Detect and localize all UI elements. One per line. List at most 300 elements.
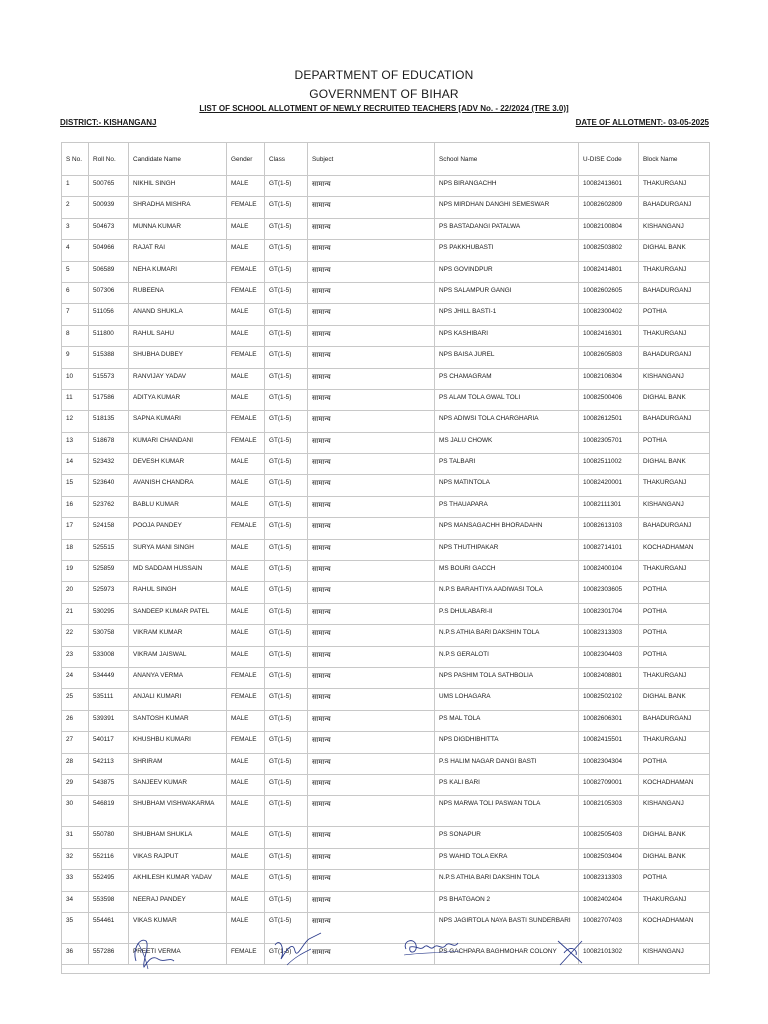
table-row xyxy=(62,870,710,891)
cell-roll-no: 500765 xyxy=(89,176,129,197)
cell-gender: MALE xyxy=(227,454,265,475)
cell-candidate-name: SANTOSH KUMAR xyxy=(129,710,227,731)
cell-class: GT(1-5) xyxy=(265,218,308,239)
cell-block-name: KOCHADHAMAN xyxy=(639,912,710,943)
cell-roll-no: 546819 xyxy=(89,796,129,827)
cell-udise-code: 10082106304 xyxy=(579,368,639,389)
cell-udise-code: 10082420001 xyxy=(579,475,639,496)
cell-subject: सामान्य xyxy=(308,827,435,848)
cell-roll-no: 511056 xyxy=(89,304,129,325)
cell-udise-code: 10082304304 xyxy=(579,753,639,774)
cell-class: GT(1-5) xyxy=(265,432,308,453)
cell-s-no: 31 xyxy=(62,827,89,848)
cell-roll-no: 535111 xyxy=(89,689,129,710)
cell-candidate-name: SANDEEP KUMAR PATEL xyxy=(129,603,227,624)
cell-class: GT(1-5) xyxy=(265,411,308,432)
cell-block-name: POTHIA xyxy=(639,753,710,774)
cell-udise-code: 10082413601 xyxy=(579,176,639,197)
cell-roll-no: 530295 xyxy=(89,603,129,624)
cell-subject: सामान्य xyxy=(308,218,435,239)
cell-block-name: POTHIA xyxy=(639,582,710,603)
table-row xyxy=(62,282,710,303)
cell-udise-code: 10082612501 xyxy=(579,411,639,432)
table-row xyxy=(62,496,710,517)
cell-roll-no: 523762 xyxy=(89,496,129,517)
cell-school-name: NPS BAISA JUREL xyxy=(435,347,579,368)
cell-roll-no: 518678 xyxy=(89,432,129,453)
cell-gender: MALE xyxy=(227,304,265,325)
cell-roll-no: 504966 xyxy=(89,240,129,261)
cell-candidate-name: SHRADHA MISHRA xyxy=(129,197,227,218)
table-row xyxy=(62,603,710,624)
cell-subject: सामान्य xyxy=(308,197,435,218)
table-row xyxy=(62,411,710,432)
cell-roll-no: 525973 xyxy=(89,582,129,603)
cell-roll-no: 518135 xyxy=(89,411,129,432)
cell-school-name: NPS PASHIM TOLA SATHBOLIA xyxy=(435,667,579,688)
cell-school-name: NPS ADIWSI TOLA CHARGHARIA xyxy=(435,411,579,432)
cell-class: GT(1-5) xyxy=(265,870,308,891)
cell-candidate-name: ANJALI KUMARI xyxy=(129,689,227,710)
cell-school-name: N.P.S ATHIA BARI DAKSHIN TOLA xyxy=(435,870,579,891)
cell-udise-code: 10082709001 xyxy=(579,774,639,795)
cell-roll-no: 515573 xyxy=(89,368,129,389)
cell-class: GT(1-5) xyxy=(265,689,308,710)
cell-school-name: NPS GOVINDPUR xyxy=(435,261,579,282)
cell-s-no: 25 xyxy=(62,689,89,710)
cell-subject: सामान्य xyxy=(308,411,435,432)
cell-s-no: 11 xyxy=(62,389,89,410)
cell-school-name: NPS MARWA TOLI PASWAN TOLA xyxy=(435,796,579,827)
cell-block-name: THAKURGANJ xyxy=(639,475,710,496)
cell-udise-code: 10082303605 xyxy=(579,582,639,603)
table-row xyxy=(62,389,710,410)
cell-gender: MALE xyxy=(227,561,265,582)
cell-subject: सामान्य xyxy=(308,943,435,964)
cell-subject: सामान्य xyxy=(308,912,435,943)
cell-block-name: DIGHAL BANK xyxy=(639,389,710,410)
cell-candidate-name: KHUSHBU KUMARI xyxy=(129,732,227,753)
column-header-udise-code: U-DISE Code xyxy=(579,143,639,176)
cell-gender: FEMALE xyxy=(227,282,265,303)
table-row xyxy=(62,304,710,325)
department-heading: DEPARTMENT OF EDUCATION xyxy=(294,68,474,82)
cell-school-name: PS WAHID TOLA EKRA xyxy=(435,848,579,869)
table-row xyxy=(62,796,710,827)
cell-roll-no: 524158 xyxy=(89,518,129,539)
cell-roll-no: 533008 xyxy=(89,646,129,667)
table-row xyxy=(62,325,710,346)
cell-roll-no: 525859 xyxy=(89,561,129,582)
cell-roll-no: 515388 xyxy=(89,347,129,368)
cell-roll-no: 517586 xyxy=(89,389,129,410)
cell-subject: सामान्य xyxy=(308,625,435,646)
cell-gender: MALE xyxy=(227,891,265,912)
cell-gender: MALE xyxy=(227,625,265,646)
table-row xyxy=(62,475,710,496)
cell-subject: सामान्य xyxy=(308,667,435,688)
cell-s-no: 36 xyxy=(62,943,89,964)
cell-block-name: POTHIA xyxy=(639,304,710,325)
cell-gender: MALE xyxy=(227,389,265,410)
cell-block-name: KISHANGANJ xyxy=(639,796,710,827)
cell-class: GT(1-5) xyxy=(265,282,308,303)
cell-gender: FEMALE xyxy=(227,261,265,282)
cell-s-no: 14 xyxy=(62,454,89,475)
cell-class: GT(1-5) xyxy=(265,539,308,560)
signature-row xyxy=(61,929,710,974)
cell-gender: MALE xyxy=(227,912,265,943)
signature-4 xyxy=(552,935,592,969)
cell-class: GT(1-5) xyxy=(265,827,308,848)
cell-udise-code: 10082500406 xyxy=(579,389,639,410)
cell-school-name: P.S DHULABARI-II xyxy=(435,603,579,624)
cell-block-name: KISHANGANJ xyxy=(639,218,710,239)
cell-s-no: 2 xyxy=(62,197,89,218)
cell-block-name: THAKURGANJ xyxy=(639,325,710,346)
cell-candidate-name: RUBEENA xyxy=(129,282,227,303)
cell-class: GT(1-5) xyxy=(265,774,308,795)
cell-subject: सामान्य xyxy=(308,710,435,731)
cell-s-no: 34 xyxy=(62,891,89,912)
cell-s-no: 3 xyxy=(62,218,89,239)
cell-udise-code: 10082505403 xyxy=(579,827,639,848)
cell-candidate-name: MUNNA KUMAR xyxy=(129,218,227,239)
cell-class: GT(1-5) xyxy=(265,197,308,218)
cell-candidate-name: SHUBHAM VISHWAKARMA xyxy=(129,796,227,827)
cell-school-name: PS ALAM TOLA GWAL TOLI xyxy=(435,389,579,410)
signature-3 xyxy=(398,933,468,963)
cell-block-name: DIGHAL BANK xyxy=(639,689,710,710)
cell-school-name: PS CHAMAGRAM xyxy=(435,368,579,389)
cell-s-no: 20 xyxy=(62,582,89,603)
table-header-row xyxy=(62,143,710,176)
cell-s-no: 18 xyxy=(62,539,89,560)
cell-subject: सामान्य xyxy=(308,240,435,261)
cell-gender: MALE xyxy=(227,774,265,795)
cell-roll-no: 500939 xyxy=(89,197,129,218)
table-row xyxy=(62,582,710,603)
cell-udise-code: 10082101302 xyxy=(579,943,639,964)
cell-udise-code: 10082503802 xyxy=(579,240,639,261)
cell-subject: सामान्य xyxy=(308,848,435,869)
table-row xyxy=(62,848,710,869)
cell-roll-no: 543875 xyxy=(89,774,129,795)
cell-udise-code: 10082300402 xyxy=(579,304,639,325)
cell-gender: MALE xyxy=(227,176,265,197)
cell-block-name: POTHIA xyxy=(639,432,710,453)
cell-udise-code: 10082416301 xyxy=(579,325,639,346)
table-row xyxy=(62,667,710,688)
cell-class: GT(1-5) xyxy=(265,347,308,368)
table-row xyxy=(62,689,710,710)
cell-s-no: 35 xyxy=(62,912,89,943)
cell-udise-code: 10082602605 xyxy=(579,282,639,303)
cell-udise-code: 10082602809 xyxy=(579,197,639,218)
cell-candidate-name: PREETI VERMA xyxy=(129,943,227,964)
cell-roll-no: 557286 xyxy=(89,943,129,964)
cell-s-no: 5 xyxy=(62,261,89,282)
cell-roll-no: 530758 xyxy=(89,625,129,646)
government-heading: GOVERNMENT OF BIHAR xyxy=(309,87,459,101)
table-row xyxy=(62,197,710,218)
cell-subject: सामान्य xyxy=(308,603,435,624)
cell-candidate-name: RAHUL SAHU xyxy=(129,325,227,346)
cell-udise-code: 10082313303 xyxy=(579,625,639,646)
cell-gender: MALE xyxy=(227,325,265,346)
cell-candidate-name: RAJAT RAI xyxy=(129,240,227,261)
cell-subject: सामान्य xyxy=(308,870,435,891)
cell-udise-code: 10082304403 xyxy=(579,646,639,667)
cell-block-name: DIGHAL BANK xyxy=(639,848,710,869)
cell-class: GT(1-5) xyxy=(265,625,308,646)
cell-block-name: BAHADURGANJ xyxy=(639,282,710,303)
cell-subject: सामान्य xyxy=(308,753,435,774)
cell-subject: सामान्य xyxy=(308,347,435,368)
cell-candidate-name: SAPNA KUMARI xyxy=(129,411,227,432)
cell-udise-code: 10082707403 xyxy=(579,912,639,943)
cell-roll-no: 507306 xyxy=(89,282,129,303)
cell-gender: FEMALE xyxy=(227,667,265,688)
cell-subject: सामान्य xyxy=(308,454,435,475)
cell-subject: सामान्य xyxy=(308,646,435,667)
column-header-candidate-name: Candidate Name xyxy=(129,143,227,176)
cell-block-name: BAHADURGANJ xyxy=(639,411,710,432)
cell-school-name: PS THAUAPARA xyxy=(435,496,579,517)
cell-subject: सामान्य xyxy=(308,891,435,912)
cell-udise-code: 10082408801 xyxy=(579,667,639,688)
cell-candidate-name: AKHILESH KUMAR YADAV xyxy=(129,870,227,891)
table-row xyxy=(62,710,710,731)
cell-candidate-name: MD SADDAM HUSSAIN xyxy=(129,561,227,582)
cell-subject: सामान्य xyxy=(308,796,435,827)
cell-class: GT(1-5) xyxy=(265,561,308,582)
cell-candidate-name: AVANISH CHANDRA xyxy=(129,475,227,496)
cell-subject: सामान्य xyxy=(308,539,435,560)
cell-candidate-name: NIKHIL SINGH xyxy=(129,176,227,197)
cell-s-no: 10 xyxy=(62,368,89,389)
table-row xyxy=(62,176,710,197)
cell-s-no: 22 xyxy=(62,625,89,646)
cell-block-name: BAHADURGANJ xyxy=(639,347,710,368)
table-row xyxy=(62,218,710,239)
cell-school-name: PS BASTADANGI PATALWA xyxy=(435,218,579,239)
cell-s-no: 19 xyxy=(62,561,89,582)
cell-gender: MALE xyxy=(227,827,265,848)
table-row xyxy=(62,432,710,453)
cell-subject: सामान्य xyxy=(308,582,435,603)
cell-roll-no: 542113 xyxy=(89,753,129,774)
cell-class: GT(1-5) xyxy=(265,667,308,688)
cell-block-name: KOCHADHAMAN xyxy=(639,774,710,795)
cell-class: GT(1-5) xyxy=(265,891,308,912)
cell-gender: MALE xyxy=(227,218,265,239)
cell-candidate-name: VIKRAM KUMAR xyxy=(129,625,227,646)
cell-gender: MALE xyxy=(227,475,265,496)
cell-udise-code: 10082613103 xyxy=(579,518,639,539)
cell-candidate-name: BABLU KUMAR xyxy=(129,496,227,517)
cell-school-name: NPS SALAMPUR GANGI xyxy=(435,282,579,303)
cell-gender: MALE xyxy=(227,753,265,774)
cell-class: GT(1-5) xyxy=(265,753,308,774)
cell-subject: सामान्य xyxy=(308,689,435,710)
cell-subject: सामान्य xyxy=(308,732,435,753)
cell-block-name: BAHADURGANJ xyxy=(639,710,710,731)
cell-subject: सामान्य xyxy=(308,561,435,582)
cell-school-name: N.P.S BARAHTIYA AADIWASI TOLA xyxy=(435,582,579,603)
cell-gender: MALE xyxy=(227,646,265,667)
cell-school-name: N.P.S GERALOTI xyxy=(435,646,579,667)
cell-school-name: NPS THUTHIPAKAR xyxy=(435,539,579,560)
cell-gender: FEMALE xyxy=(227,518,265,539)
cell-class: GT(1-5) xyxy=(265,732,308,753)
cell-block-name: POTHIA xyxy=(639,870,710,891)
cell-block-name: THAKURGANJ xyxy=(639,561,710,582)
cell-school-name: PS SONAPUR xyxy=(435,827,579,848)
cell-class: GT(1-5) xyxy=(265,912,308,943)
cell-block-name: POTHIA xyxy=(639,603,710,624)
cell-school-name: NPS JHILL BASTI-1 xyxy=(435,304,579,325)
table-row xyxy=(62,891,710,912)
cell-class: GT(1-5) xyxy=(265,261,308,282)
cell-block-name: THAKURGANJ xyxy=(639,732,710,753)
cell-subject: सामान्य xyxy=(308,774,435,795)
cell-gender: MALE xyxy=(227,582,265,603)
cell-gender: MALE xyxy=(227,796,265,827)
cell-s-no: 9 xyxy=(62,347,89,368)
column-header-gender: Gender xyxy=(227,143,265,176)
cell-udise-code: 10082402404 xyxy=(579,891,639,912)
cell-subject: सामान्य xyxy=(308,282,435,303)
cell-candidate-name: NEHA KUMARI xyxy=(129,261,227,282)
column-header-block-name: Block Name xyxy=(639,143,710,176)
cell-s-no: 12 xyxy=(62,411,89,432)
table-row xyxy=(62,368,710,389)
cell-candidate-name: SHUBHAM SHUKLA xyxy=(129,827,227,848)
cell-udise-code: 10082400104 xyxy=(579,561,639,582)
list-title: LIST OF SCHOOL ALLOTMENT OF NEWLY RECRUITED TEACHERS [ADV No. - 22/2024 (TRE 3.0)] xyxy=(199,104,569,113)
table-row xyxy=(62,347,710,368)
cell-udise-code: 10082605803 xyxy=(579,347,639,368)
district-label: DISTRICT:- KISHANGANJ xyxy=(60,118,157,127)
table-row xyxy=(62,625,710,646)
cell-s-no: 33 xyxy=(62,870,89,891)
cell-roll-no: 511800 xyxy=(89,325,129,346)
cell-class: GT(1-5) xyxy=(265,943,308,964)
cell-roll-no: 540117 xyxy=(89,732,129,753)
cell-block-name: DIGHAL BANK xyxy=(639,240,710,261)
cell-subject: सामान्य xyxy=(308,325,435,346)
cell-block-name: THAKURGANJ xyxy=(639,261,710,282)
table-row xyxy=(62,240,710,261)
cell-block-name: KISHANGANJ xyxy=(639,496,710,517)
cell-gender: FEMALE xyxy=(227,411,265,432)
cell-udise-code: 10082503404 xyxy=(579,848,639,869)
cell-gender: MALE xyxy=(227,539,265,560)
cell-roll-no: 552495 xyxy=(89,870,129,891)
cell-block-name: KOCHADHAMAN xyxy=(639,539,710,560)
table-row xyxy=(62,454,710,475)
column-header-subject: Subject xyxy=(308,143,435,176)
cell-udise-code: 10082714101 xyxy=(579,539,639,560)
cell-candidate-name: SHUBHA DUBEY xyxy=(129,347,227,368)
table-row xyxy=(62,732,710,753)
cell-class: GT(1-5) xyxy=(265,796,308,827)
cell-s-no: 16 xyxy=(62,496,89,517)
cell-s-no: 30 xyxy=(62,796,89,827)
cell-s-no: 21 xyxy=(62,603,89,624)
cell-udise-code: 10082111301 xyxy=(579,496,639,517)
cell-gender: MALE xyxy=(227,710,265,731)
cell-class: GT(1-5) xyxy=(265,325,308,346)
cell-s-no: 15 xyxy=(62,475,89,496)
cell-gender: MALE xyxy=(227,496,265,517)
cell-class: GT(1-5) xyxy=(265,304,308,325)
cell-roll-no: 539391 xyxy=(89,710,129,731)
cell-s-no: 13 xyxy=(62,432,89,453)
cell-block-name: BAHADURGANJ xyxy=(639,197,710,218)
table-row xyxy=(62,518,710,539)
cell-school-name: NPS BIRANGACHH xyxy=(435,176,579,197)
table-row xyxy=(62,261,710,282)
cell-school-name: MS JALU CHOWK xyxy=(435,432,579,453)
cell-candidate-name: ADITYA KUMAR xyxy=(129,389,227,410)
column-header-school-name: School Name xyxy=(435,143,579,176)
cell-gender: MALE xyxy=(227,368,265,389)
cell-subject: सामान्य xyxy=(308,475,435,496)
cell-school-name: PS MAL TOLA xyxy=(435,710,579,731)
cell-udise-code: 10082301704 xyxy=(579,603,639,624)
cell-s-no: 26 xyxy=(62,710,89,731)
cell-class: GT(1-5) xyxy=(265,646,308,667)
table-row xyxy=(62,774,710,795)
cell-roll-no: 504673 xyxy=(89,218,129,239)
cell-school-name: MS BOURI GACCH xyxy=(435,561,579,582)
cell-subject: सामान्य xyxy=(308,389,435,410)
cell-candidate-name: ANANYA VERMA xyxy=(129,667,227,688)
cell-class: GT(1-5) xyxy=(265,710,308,731)
cell-subject: सामान्य xyxy=(308,368,435,389)
cell-school-name: NPS JAGIRTOLA NAYA BASTI SUNDERBARI xyxy=(435,912,579,943)
cell-gender: FEMALE xyxy=(227,689,265,710)
cell-school-name: PS KALI BARI xyxy=(435,774,579,795)
cell-gender: FEMALE xyxy=(227,432,265,453)
cell-school-name: P.S HALIM NAGAR DANGI BASTI xyxy=(435,753,579,774)
cell-candidate-name: DEVESH KUMAR xyxy=(129,454,227,475)
cell-class: GT(1-5) xyxy=(265,582,308,603)
cell-candidate-name: KUMARI CHANDANI xyxy=(129,432,227,453)
cell-roll-no: 523432 xyxy=(89,454,129,475)
cell-s-no: 27 xyxy=(62,732,89,753)
cell-class: GT(1-5) xyxy=(265,496,308,517)
cell-candidate-name: SANJEEV KUMAR xyxy=(129,774,227,795)
cell-gender: FEMALE xyxy=(227,732,265,753)
cell-class: GT(1-5) xyxy=(265,848,308,869)
cell-school-name: PS PAKKHUBASTI xyxy=(435,240,579,261)
cell-roll-no: 552116 xyxy=(89,848,129,869)
cell-candidate-name: POOJA PANDEY xyxy=(129,518,227,539)
cell-udise-code: 10082414801 xyxy=(579,261,639,282)
cell-class: GT(1-5) xyxy=(265,368,308,389)
cell-gender: MALE xyxy=(227,870,265,891)
cell-roll-no: 554461 xyxy=(89,912,129,943)
cell-candidate-name: VIKRAM JAISWAL xyxy=(129,646,227,667)
table-row xyxy=(62,561,710,582)
cell-s-no: 6 xyxy=(62,282,89,303)
cell-candidate-name: SURYA MANI SINGH xyxy=(129,539,227,560)
signature-1 xyxy=(124,931,184,971)
cell-block-name: KISHANGANJ xyxy=(639,368,710,389)
